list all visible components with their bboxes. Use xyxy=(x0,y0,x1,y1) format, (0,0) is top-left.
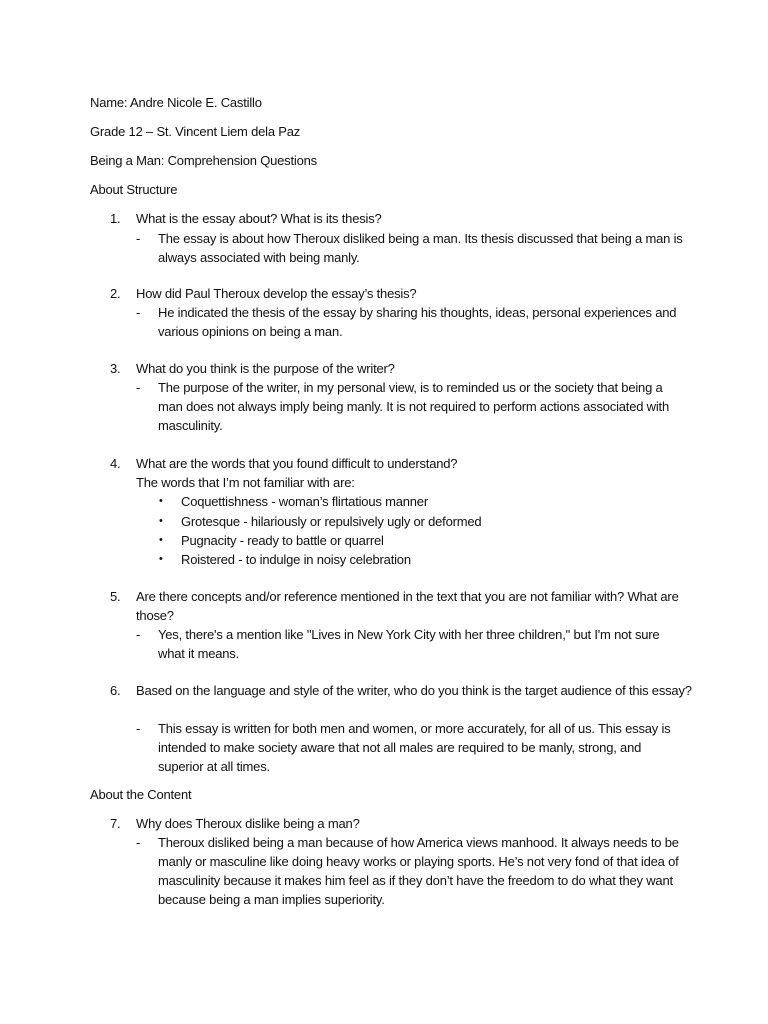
question-text: Why does Theroux dislike being a man? xyxy=(136,816,360,831)
student-name-line: Name: Andre Nicole E. Castillo xyxy=(90,95,262,110)
answer-marker: - xyxy=(136,380,141,395)
answer-marker: - xyxy=(136,231,141,246)
question-number: 7. xyxy=(110,816,121,831)
document-title: Being a Man: Comprehension Questions xyxy=(90,153,317,168)
answer-marker: - xyxy=(136,305,141,320)
answer-marker: - xyxy=(136,835,141,850)
answer-intro-text: The words that I’m not familiar with are: xyxy=(136,475,355,490)
question-text: Based on the language and style of the writer, who do you think is the target audience of this essay? xyxy=(136,683,692,698)
section-heading-structure: About Structure xyxy=(90,182,178,197)
vocabulary-item: Coquettishness - woman’s flirtatious manner xyxy=(181,494,428,509)
question-text: What are the words that you found difficult to understand? xyxy=(136,456,458,471)
answer-text: He indicated the thesis of the essay by sharing his thoughts, ideas, personal experiences and various opinions on being a man. xyxy=(158,305,677,339)
bullet-icon: • xyxy=(159,553,163,565)
bullet-icon: • xyxy=(159,534,163,546)
question-text: What do you think is the purpose of the writer? xyxy=(136,361,395,376)
answer-text: This essay is written for both men and women, or more accurately, for all of us. This essay is intended to make society aware that not all males are required to be manly, strong, and superior at all times. xyxy=(158,721,671,774)
question-number: 4. xyxy=(110,456,121,471)
bullet-icon: • xyxy=(159,515,163,527)
question-text: How did Paul Theroux develop the essay’s thesis? xyxy=(136,286,417,301)
vocabulary-item: Roistered - to indulge in noisy celebration xyxy=(181,552,411,567)
answer-text: Theroux disliked being a man because of how America views manhood. It always needs to be manly or masculine like doing heavy works or playing sports. He’s not very fond of that idea of masculinity because it makes him feel as if they don’t have the freedom to do what they want because being a man implies superiority. xyxy=(158,835,679,907)
question-number: 1. xyxy=(110,211,121,226)
answer-text: The essay is about how Theroux disliked being a man. Its thesis discussed that being a man is always associated with being manly. xyxy=(158,231,683,265)
vocabulary-item: Grotesque - hilariously or repulsively ugly or deformed xyxy=(181,514,482,529)
question-number: 2. xyxy=(110,286,121,301)
section-heading-content: About the Content xyxy=(90,787,192,802)
vocabulary-item: Pugnacity - ready to battle or quarrel xyxy=(181,533,384,548)
question-number: 3. xyxy=(110,361,121,376)
answer-text: Yes, there's a mention like "Lives in New York City with her three children," but I'm not sure what it means. xyxy=(158,627,660,661)
question-number: 5. xyxy=(110,589,121,604)
question-number: 6. xyxy=(110,683,121,698)
answer-marker: - xyxy=(136,627,141,642)
question-text: What is the essay about? What is its thesis? xyxy=(136,211,382,226)
grade-section-line: Grade 12 – St. Vincent Liem dela Paz xyxy=(90,124,301,139)
bullet-icon: • xyxy=(159,495,163,507)
answer-text: The purpose of the writer, in my personal view, is to reminded us or the society that being a man does not always imply being manly. It is not required to perform actions associated with masculinity. xyxy=(158,380,670,433)
answer-marker: - xyxy=(136,721,141,736)
question-text: Are there concepts and/or reference mentioned in the text that you are not familiar with? What are those? xyxy=(136,589,679,623)
